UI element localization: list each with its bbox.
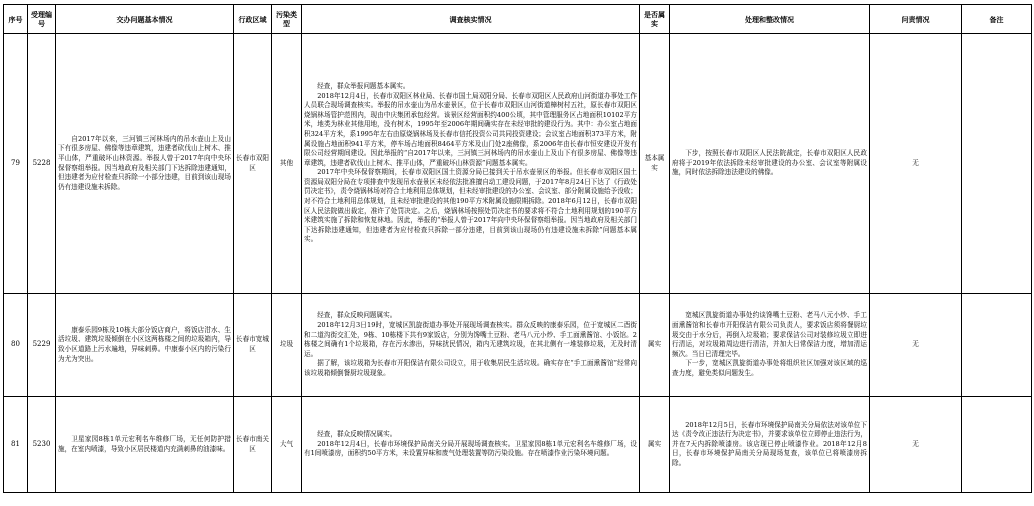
header-accept-no: 受理编号 (28, 5, 56, 34)
row-is-true: 属实 (640, 397, 670, 493)
row-accountability: 无 (870, 397, 962, 493)
header-district: 行政区域 (234, 5, 272, 34)
row-seq: 79 (4, 34, 28, 294)
investigation-para: 2018年12月4日，长春市双阳区林业局、长春市国土局双阳分局、长春市双阳区人民政府山河街道办事处工作人员联合现场调查核实。举报的吊水壶山为吊水壶景区，位于长春市双阳区山河街道樟树村五社，原长春市双阳区烧锅林场管护范围内，现由中庆集团承包经营。该景区经营面积约400公顷，其中管理服务区占地面积10102平方米，地类为林业其他用地，没有树木，1995年至2006年期间确实存在未经审批的建设行为。其中：办公室占地面积324平方米，系1995年左右由原烧锅林场及长春市信托投资公司共同投资建设；会议室占地面积373平方米，附属设施占地面积941平方米，停车场占地面积8464平方米及山门处2座佛像，系2006年由长春市恒安建设开发有限公司经营期间建设。因此举报的“自2017年以来，三河镇三河林场内的吊水壶山上及山下有很多房屋、佛像等违章建筑，违建者砍伐山上树木、推平山体，严重破坏山林资源”问题基本属实。 (304, 91, 637, 167)
investigation-para: 2017年中央环保督察期间，长春市双阳区国土资源分局已接到关于吊水壶景区的举报。但长春市双阳区国土资源局双阳分局在专项排查中发现吊水壶景区未经依法批准擅自动工建设问题，于2017年8月24日下达了《行政处罚决定书》，责令烧锅林场对符合土地利用总体规划，但未经审批建设的办公室、会议室、部分附属设施给予没收；对不符合土地利用总体规划，且未经审批建设的其他190平方米附属设施限期拆除。2018年6月12日，长春市双阳区人民法院做出裁定，准许了处罚决定。之后，烧锅林场按照处罚决定书的要求将不符合土地利用规划的190平方米建筑实施了拆除和恢复林地。因此，举报的“举报人曾于2017年向中央环保督察组举报。因当地政府及相关部门下达拆除违建通知，但违建者为应付检查只拆除一部分违建，目前到该山现场仍有违建设施未拆除”问题基本属实。 (304, 168, 637, 244)
row-basic: 自2017年以来，三河镇三河林场内的吊水壶山上及山下有很多房屋、佛像等违章建筑，违建者砍伐山上树木、推平山体，严重破坏山林资源。举报人曾于2017年向中央环保督察组举报。因当地政府及相关部门下达拆除违建通知，但违建者为应付检查只拆除一小部分违建，目前到该山现场仍有违建设施未拆除。 (56, 34, 234, 294)
row-is-true: 基本属实 (640, 34, 670, 294)
row-accountability: 无 (870, 294, 962, 397)
row-basic: 康泰乐园9栋及10栋大部分饭店商户，将饭店泔水、生活垃圾、建筑垃圾倾倒在小区这两栋楼之间的垃圾箱内，导致小区道路上污水遍地，异味刺鼻。中康泰小区内的污染行为尤为突出。 (56, 294, 234, 397)
investigation-para: 2018年12月4日，长春市环境保护局南关分局开展现场调查核实。卫星家园8栋1单元宏利名车维修厂场，设有1间喷漆房，面积约50平方米，未设置异味和废气处理装置等防污染设施。存在喷漆作业污染环境问题。 (304, 439, 637, 458)
row-basic: 卫星家园8栋1单元宏利名车维修厂场，无任何防护措施，在室内喷漆，导致小区居民楼道内充满刺鼻的油漆味。 (56, 397, 234, 493)
row-investigation (302, 397, 640, 493)
header-basic: 交办问题基本情况 (56, 5, 234, 34)
handling-para: 宽城区凯旋街道办事处约谈馋嘴土豆粉、老马八元小炒、手工面熏酱馆和长春市开阳保洁有限公司负责人，要求饭店须将餐厨垃圾交由于水分后，再倒入垃圾箱；要求保洁公司对装修垃圾立即进行清运，对垃圾箱周边进行清洁，并加大日常保洁力度，增加清运频次。当日已清理完毕。 (672, 311, 867, 358)
row-handling: 2018年12月5日，长春市环境保护局南关分局依法对该单位下达《责令改正违法行为决定书》，并要求该单位立即停止违法行为，并在7天内拆除喷漆房。该店现已停止喷漆作业。2018年12月8日，长春市环境保护局南关分局现场复查，该单位已将喷漆房拆除。 (670, 397, 870, 493)
investigation-para: 经查，群众举报问题基本属实。 (317, 81, 410, 90)
header-remark: 备注 (962, 5, 1032, 34)
row-investigation (302, 34, 640, 294)
table-row (4, 34, 1032, 294)
row-accept-no: 5228 (28, 34, 56, 294)
row-is-true: 属实 (640, 294, 670, 397)
row-accept-no: 5230 (28, 397, 56, 493)
investigation-para: 2018年12月3日19时，宽城区凯旋街道办事处开展现场调查核实。群众反映的康泰乐园，位于宽城区二酉街和二道沟街交汇处，9栋、10栋楼下共有9家饭店，分别为馋嘴土豆粉、老马八元小炒、手工面熏酱馆、小饭馆。2栋楼之间确有1个垃圾箱，存在污水渗出，异味扰民情况，箱内无建筑垃圾，在其北侧有一堆装修垃圾，无及时清运。 (304, 321, 637, 358)
table-row (4, 294, 1032, 397)
table-row (4, 397, 1032, 493)
investigation-para: 经查，群众反映问题属实。 (317, 311, 397, 320)
row-accept-no: 5229 (28, 294, 56, 397)
row-pollution: 垃圾 (272, 294, 302, 397)
header-seq: 序号 (4, 5, 28, 34)
report-table (3, 4, 1032, 493)
header-pollution: 污染类型 (272, 5, 302, 34)
row-remark (962, 397, 1032, 493)
row-handling (670, 294, 870, 397)
header-investigation: 调查核实情况 (302, 5, 640, 34)
investigation-para: 据了解，该垃圾箱为长春市开阳保洁有限公司设立，用于收集居民生活垃圾。确实存在“手工面熏酱馆”经常向该垃圾箱倾倒餐厨垃圾现象。 (304, 359, 637, 377)
row-district: 长春市宽城区 (234, 294, 272, 397)
row-district: 长春市南关区 (234, 397, 272, 493)
row-remark (962, 34, 1032, 294)
investigation-para: 经查，群众反映情况属实。 (317, 430, 397, 439)
row-investigation (302, 294, 640, 397)
row-seq: 81 (4, 397, 28, 493)
row-handling: 下步，按照长春市双阳区人民法院裁定，长春市双阳区人民政府将于2019年依法拆除未经审批建设的办公室、会议室等附属设施，同时依法拆除违法建设的佛像。 (670, 34, 870, 294)
row-pollution: 大气 (272, 397, 302, 493)
handling-para: 下一步，宽城区凯旋街道办事处将组织社区加强对该区域的巡查力度，避免类似问题发生。 (672, 359, 867, 377)
header-row (4, 5, 1032, 34)
row-remark (962, 294, 1032, 397)
row-pollution: 其他 (272, 34, 302, 294)
header-is-true: 是否属实 (640, 5, 670, 34)
row-seq: 80 (4, 294, 28, 397)
row-district: 长春市双阳区 (234, 34, 272, 294)
row-accountability: 无 (870, 34, 962, 294)
header-handling: 处理和整改情况 (670, 5, 870, 34)
header-accountability: 问责情况 (870, 5, 962, 34)
